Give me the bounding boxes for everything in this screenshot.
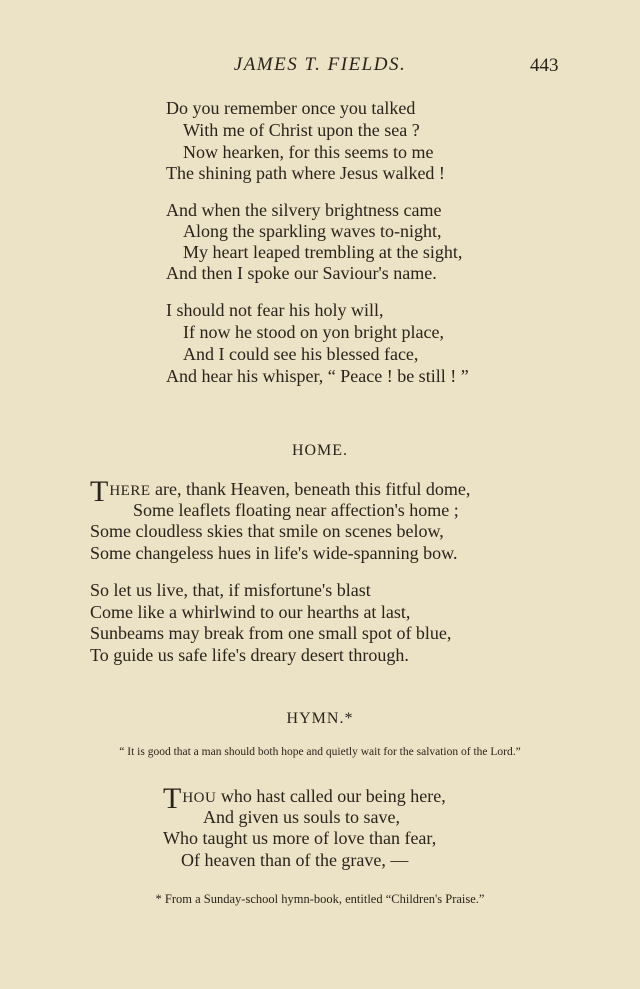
poem-line: Some changeless hues in life's wide-spanning bow. (90, 543, 458, 563)
footnote: * From a Sunday-school hymn-book, entitled “Children's Praise.” (155, 892, 485, 906)
poem-line: Sunbeams may break from one small spot of blue, (90, 623, 452, 643)
poem-line: Now hearken, for this seems to me (183, 142, 434, 162)
poem-line: Come like a whirlwind to our hearths at last, (90, 602, 411, 622)
poem-line: And when the silvery brightness came (166, 200, 442, 220)
epigraph: “ It is good that a man should both hope and quietly wait for the salvation of the Lord.” (119, 746, 521, 758)
drop-cap: T (90, 475, 109, 508)
poem-title-hymn: HYMN.* (286, 710, 354, 727)
first-line-text: are, thank Heaven, beneath this fitful dome, (150, 479, 471, 499)
poem-line: Do you remember once you talked (166, 98, 416, 118)
poem-line: So let us live, that, if misfortune's blast (90, 580, 371, 600)
poem-line: Some leaflets floating near affection's home ; (133, 500, 459, 520)
poem-line: And then I spoke our Saviour's name. (166, 263, 437, 283)
poem-line: Who taught us more of love than fear, (163, 828, 437, 848)
poem-line: And hear his whisper, “ Peace ! be still ! ” (166, 366, 469, 386)
poem-title-home: HOME. (291, 442, 349, 459)
first-word-caps: HERE (109, 483, 151, 499)
poem-line: My heart leaped trembling at the sight, (183, 242, 463, 262)
first-word-caps: HOU (182, 790, 217, 806)
poem-line: And I could see his blessed face, (183, 344, 419, 364)
poem-line: To guide us safe life's dreary desert through. (90, 645, 409, 665)
page-number: 443 (530, 55, 559, 76)
poem-line: If now he stood on yon bright place, (183, 322, 444, 342)
poem-line: I should not fear his holy will, (166, 300, 384, 320)
poem-line: With me of Christ upon the sea ? (183, 120, 420, 140)
poem-line: Some cloudless skies that smile on scenes below, (90, 521, 444, 541)
running-title: JAMES T. FIELDS. (233, 54, 407, 75)
poem-line: Of heaven than of the grave, — (181, 850, 409, 870)
poem-line: Along the sparkling waves to-night, (183, 221, 442, 241)
poem-line: And given us souls to save, (203, 807, 400, 827)
first-line-text: who hast called our being here, (216, 786, 446, 806)
poem-line: The shining path where Jesus walked ! (166, 163, 445, 183)
drop-cap: T (163, 782, 182, 815)
